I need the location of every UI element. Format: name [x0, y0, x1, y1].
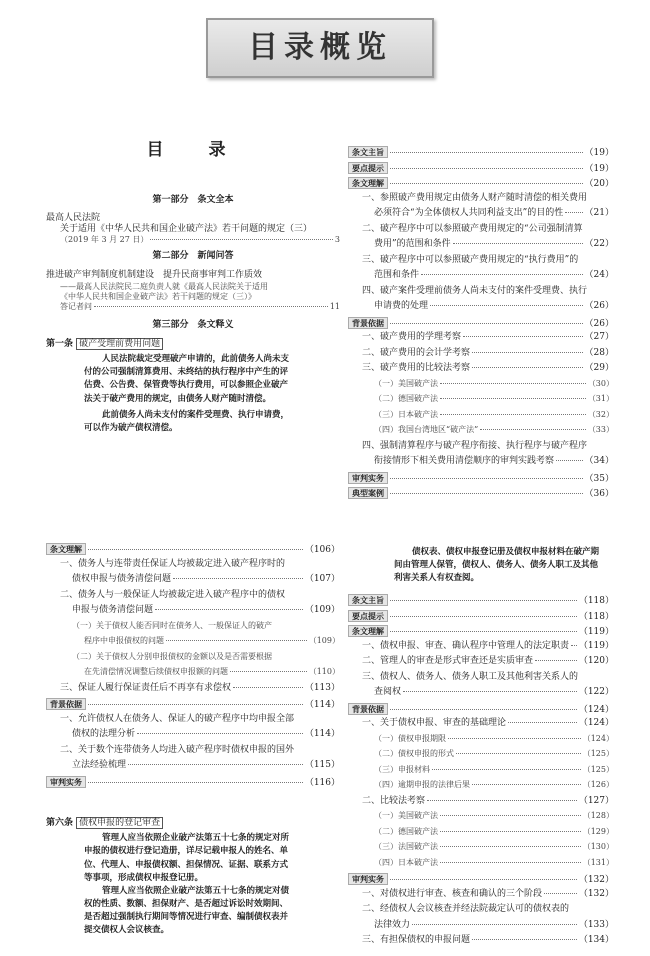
page-number: （33）	[587, 425, 614, 434]
section-tag-row	[348, 472, 614, 488]
toc-entry	[46, 605, 340, 621]
toc-entry	[348, 935, 614, 951]
entry-title: （三）法国破产法	[374, 842, 438, 851]
entry-title: 衔接情形下相关费用清偿顺序的审判实践考察	[374, 456, 555, 466]
page-number: （128）	[582, 811, 614, 820]
leader-dots	[421, 274, 583, 275]
part-1-heading: 第一部分 条文全本	[152, 195, 234, 206]
page-number: （130）	[582, 842, 614, 851]
banner	[206, 18, 434, 78]
toc-entry	[348, 348, 614, 364]
entry-title: 查阅权	[374, 687, 402, 697]
text-line: 利害关系人有权查阅。	[394, 573, 480, 584]
section-tag-row	[348, 487, 614, 503]
leader-dots	[412, 924, 577, 925]
toc-entry	[348, 734, 614, 750]
news-title: 推进破产审判制度机制建设 提升民商事审判工作质效	[46, 270, 263, 281]
entry-title: 在先清偿情况调整后续债权申报额的问题	[84, 667, 228, 676]
toc-entry	[348, 193, 614, 209]
section-tag: 条文理解	[46, 543, 86, 555]
toc-entry	[348, 904, 614, 920]
toc-entry	[348, 796, 614, 812]
leader-dots	[390, 493, 583, 494]
page-number: （132）	[578, 875, 614, 885]
toc-entry	[348, 363, 614, 379]
leader-dots	[440, 831, 581, 832]
entry-title: 二、债务人与一般保证人均被裁定进入破产程序中的债权	[60, 589, 286, 600]
entry-title: （一）关于债权人能否同时在债务人、一般保证人的破产	[72, 620, 272, 630]
page-number: （119）	[578, 640, 614, 651]
entry-title: （一）美国破产法	[374, 811, 438, 820]
page-number: （109）	[308, 636, 340, 645]
toc-entry	[348, 672, 614, 688]
entry-title: 二、比较法考察	[362, 795, 426, 806]
article-1-heading	[46, 339, 340, 350]
leader-dots	[430, 305, 583, 306]
section-tag: 要点提示	[348, 162, 388, 174]
leader-dots	[453, 243, 583, 244]
section-tag-row	[348, 177, 614, 193]
section-tag: 背景依据	[348, 317, 388, 329]
court-name: 最高人民法院	[46, 212, 101, 223]
entry-title: 必须符合“为全体债权人共同利益支出”的目的性	[374, 208, 564, 218]
leader-dots	[440, 815, 581, 816]
entry-title: （四）我国台湾地区“破产法”	[374, 425, 479, 434]
page-number: （110）	[308, 667, 340, 676]
section-tag-row	[348, 146, 614, 162]
text-line: 是否超过强制执行期间等情况进行审查、编制债权表并	[84, 912, 289, 923]
leader-dots	[390, 323, 583, 324]
page-number: （113）	[304, 682, 340, 693]
entry-title: （一）债权申报期限	[374, 733, 446, 743]
section-tag: 典型案例	[348, 487, 388, 499]
section-tag-row	[348, 873, 614, 889]
leader-dots	[390, 168, 583, 169]
page-number: 11	[329, 301, 340, 311]
leader-dots	[230, 671, 307, 672]
leader-dots	[390, 478, 583, 479]
entry-title: 程序中申报债权的问题	[84, 636, 164, 645]
page-number: （124）	[578, 718, 614, 728]
entry-title: 二、破产费用的会计学考察	[362, 347, 471, 358]
page-number: （133）	[578, 919, 614, 930]
provision-date-line	[46, 235, 340, 245]
page-number: （118）	[578, 596, 614, 606]
entry-title: （四）日本破产法	[374, 857, 438, 867]
section-tag: 条文主旨	[348, 594, 388, 606]
text-line: 债权表、债权申报登记册及债权申报材料在破产期	[412, 547, 600, 557]
toc-entry	[46, 590, 340, 606]
toc-entry	[348, 441, 614, 457]
article-1-label: 第一条	[46, 338, 74, 349]
entry-title: （二）德国破产法	[374, 394, 438, 403]
entry-title: 申报与债务清偿问题	[72, 605, 154, 615]
leader-dots	[128, 764, 303, 765]
toc-entry	[348, 858, 614, 874]
toc-entry	[348, 224, 614, 240]
section-tag: 背景依据	[348, 703, 388, 715]
article-6-box: 债权申报的登记审查	[76, 817, 163, 829]
article-6-text	[46, 829, 340, 937]
entry-title: 三、破产程序中可以参照破产费用规定的“执行费用”的	[362, 254, 579, 265]
page-number: （26）	[584, 318, 614, 329]
text-line: 间由管理人保管，债权人、债务人、债务人职工及其他	[394, 560, 599, 571]
page-number: （24）	[584, 270, 614, 280]
text-line: 估费、公告费、保管费等执行费用，可以参照企业破产	[84, 380, 289, 391]
entry-title: （三）申报材料	[374, 764, 430, 774]
entry-title: 债权申报与债务清偿问题	[72, 574, 172, 584]
page-number: （134）	[578, 935, 614, 945]
text-line: 可以作为破产债权清偿。	[84, 422, 178, 433]
leader-dots	[448, 738, 581, 739]
text-line: 申报的债权进行登记造册，详尽记载申报人的姓名、单	[84, 846, 289, 857]
toc-entry	[348, 780, 614, 796]
page-number: （129）	[582, 826, 614, 836]
leader-dots	[472, 367, 583, 368]
page-number: （122）	[578, 687, 614, 697]
page-number: （32）	[587, 409, 614, 419]
leader-dots	[88, 782, 303, 783]
section-tag: 背景依据	[46, 698, 86, 710]
leader-dots	[440, 398, 586, 399]
article-6-label: 第六条	[46, 818, 74, 828]
entry-title: 申请费的处理	[374, 301, 429, 311]
text-line: 管理人应当依照企业破产法第五十七条的规定对所	[102, 833, 290, 844]
page-number: （26）	[584, 301, 614, 311]
leader-dots	[440, 383, 586, 384]
toc-entry	[348, 765, 614, 781]
section-tag-row	[348, 317, 614, 333]
text-line: 人民法院裁定受理破产申请的，此前债务人尚未支	[102, 354, 290, 364]
part-2-heading: 第二部分 新闻问答	[152, 251, 234, 261]
entry-title: 费用”的范围和条件	[374, 239, 451, 249]
leader-dots	[88, 549, 303, 550]
section-tag-row	[46, 776, 340, 792]
leader-dots	[390, 709, 577, 710]
part-3-heading: 第三部分 条文释义	[152, 319, 234, 330]
section-tag-row	[348, 162, 614, 178]
toc-entry	[46, 760, 340, 776]
page-number: （35）	[584, 473, 614, 484]
toc-entry	[46, 574, 340, 590]
page-number: （109）	[304, 605, 340, 615]
page-number: （132）	[578, 888, 614, 899]
page-number: （30）	[587, 378, 614, 388]
text-line: 位、代理人、申报债权额、担保情况、证据、联系方式	[84, 859, 289, 870]
toc-entry	[46, 652, 340, 668]
leader-dots	[432, 769, 581, 770]
toc-entry	[348, 920, 614, 936]
leader-dots	[456, 753, 581, 754]
leader-dots	[556, 460, 583, 461]
article-6	[46, 818, 340, 938]
leader-dots	[440, 862, 581, 863]
entry-title: 一、债务人与连带责任保证人均被裁定进入破产程序时的	[60, 558, 286, 569]
entry-title: 范围和条件	[374, 270, 420, 280]
section-tag: 审判实务	[46, 776, 86, 788]
right-upper-list	[348, 146, 614, 503]
toc-entry	[46, 667, 340, 683]
leader-dots	[427, 800, 577, 801]
page-number: （20）	[584, 179, 614, 189]
right-lower-list	[348, 594, 614, 951]
text-line: 管理人应当依照企业破产法第五十七条的规定对债	[102, 885, 290, 896]
entry-title: 债权的法理分析	[72, 729, 136, 739]
left-lower-list	[46, 543, 340, 791]
page-number: （19）	[584, 163, 614, 174]
section-tag-row	[46, 543, 340, 559]
toc-entry	[348, 379, 614, 395]
page-number: （28）	[584, 347, 614, 358]
leader-dots	[440, 414, 586, 415]
entry-title: 三、有担保债权的申报问题	[362, 935, 471, 945]
section-tag: 要点提示	[348, 610, 388, 622]
page-number: （124）	[578, 704, 614, 715]
leader-dots	[440, 846, 581, 847]
entry-title: （二）关于债权人分别申报债权的金额以及是否需要根据	[72, 651, 272, 661]
leader-dots	[544, 893, 577, 894]
leader-dots	[472, 352, 583, 353]
toc-entry	[348, 749, 614, 765]
entry-title: 二、管理人的审查是形式审查还是实质审查	[362, 656, 534, 666]
section-tag: 审判实务	[348, 472, 388, 484]
page-number: （27）	[584, 332, 614, 342]
article-1-text	[46, 350, 340, 435]
toc-entry	[348, 208, 614, 224]
toc-entry	[348, 425, 614, 441]
text-line: 提交债权人会议核查。	[84, 925, 170, 936]
entry-title: 立法经验梳理	[72, 760, 127, 770]
leader-dots	[88, 704, 303, 705]
entry-title: 二、关于数个连带债务人均进入破产程序时债权申报的国外	[60, 744, 295, 755]
leader-dots	[390, 183, 583, 184]
entry-title: 二、经债权人会议核查并经法院裁定认可的债权表的	[362, 904, 570, 914]
page-number: （21）	[584, 208, 614, 218]
page-number: （22）	[584, 239, 614, 249]
section-tag: 条文理解	[348, 177, 388, 189]
toc-entry	[46, 714, 340, 730]
page-number: （124）	[582, 733, 614, 743]
entry-title: （二）德国破产法	[374, 826, 438, 836]
entry-title: 四、破产案件受理前债务人尚未支付的案件受理费、执行	[362, 285, 588, 296]
section-tag-row	[348, 625, 614, 641]
text-line: 付的公司强制清算费用、未终结的执行程序中产生的评	[84, 367, 289, 378]
toc-entry	[46, 683, 340, 699]
toc-title: 目 录	[146, 140, 240, 160]
page-number: （19）	[584, 148, 614, 158]
leader-dots	[173, 578, 303, 579]
section-tag: 条文理解	[348, 625, 388, 637]
page-number: （114）	[304, 729, 340, 739]
page-number: （126）	[582, 780, 614, 789]
section-tag-row	[348, 594, 614, 610]
article-1-box: 破产受理前费用问题	[76, 338, 163, 350]
page-number: （36）	[584, 489, 614, 499]
leader-dots	[137, 733, 303, 734]
page-number: （120）	[578, 656, 614, 666]
page-number: （31）	[587, 394, 614, 403]
page-number: （118）	[578, 611, 614, 622]
page-number: （107）	[304, 574, 340, 584]
article-6-heading	[46, 818, 340, 829]
leader-dots	[390, 879, 577, 880]
entry-title: （二）债权申报的形式	[374, 749, 454, 758]
entry-title: 一、对债权进行审查、核查和确认的三个阶段	[362, 888, 543, 899]
leader-dots	[480, 429, 586, 430]
leader-dots	[155, 609, 303, 610]
leader-dots	[390, 600, 577, 601]
page-number: （119）	[578, 627, 614, 637]
entry-title: 三、破产费用的比较法考察	[362, 363, 471, 373]
leader-dots	[571, 645, 577, 646]
leader-dots	[390, 616, 577, 617]
news-subtitle-1: ——最高人民法院民二庭负责人就《最高人民法院关于适用	[60, 281, 268, 291]
leader-dots	[463, 336, 583, 337]
toc-entry	[348, 842, 614, 858]
leader-dots	[166, 640, 307, 641]
toc-entry	[348, 456, 614, 472]
toc-entry	[348, 301, 614, 317]
provision-date: （2019 年 3 月 27 日）	[60, 235, 149, 244]
toc-entry	[46, 745, 340, 761]
leader-dots	[150, 239, 333, 240]
leader-dots	[390, 152, 583, 153]
page-number: （125）	[582, 749, 614, 758]
toc-entry	[348, 270, 614, 286]
toc-entry	[348, 255, 614, 271]
page-number: （131）	[582, 857, 614, 867]
leader-dots	[565, 212, 582, 213]
entry-title: （一）美国破产法	[374, 378, 438, 388]
page-number: （127）	[578, 795, 614, 806]
entry-title: 三、保证人履行保证责任后不再享有求偿权	[60, 682, 232, 693]
entry-title: 一、破产费用的学理考察	[362, 332, 462, 342]
right-intro-text	[348, 546, 614, 586]
news-subtitle-text: 答记者问	[60, 301, 92, 311]
section-tag: 条文主旨	[348, 146, 388, 158]
section-tag: 审判实务	[348, 873, 388, 885]
leader-dots	[233, 687, 303, 688]
section-tag-row	[348, 610, 614, 626]
toc-entry	[348, 286, 614, 302]
text-line: 等事项，形成债权申报登记册。	[84, 872, 204, 883]
text-line: 法关于破产费用的规定，由债务人财产随时清偿。	[84, 393, 272, 404]
provision-title: 关于适用《中华人民共和国企业破产法》若干问题的规定（三）	[60, 223, 313, 234]
leader-dots	[403, 691, 577, 692]
entry-title: （四）逾期申报的法律后果	[374, 780, 470, 789]
toc-entry	[348, 410, 614, 426]
entry-title: 三、债权人、债务人、债务人职工及其他利害关系人的	[362, 671, 579, 682]
news-subtitle-2: 《中华人民共和国企业破产法》若干问题的规定（三）》	[60, 291, 256, 301]
page-number: （34）	[584, 456, 614, 466]
text-line: 此前债务人尚未支付的案件受理费、执行申请费，	[102, 409, 290, 420]
toc-entry	[348, 889, 614, 905]
entry-title: （三）日本破产法	[374, 409, 438, 419]
page-number: （114）	[304, 700, 340, 710]
toc-entry	[348, 239, 614, 255]
toc-entry	[348, 394, 614, 410]
toc-entry	[46, 729, 340, 745]
toc-entry	[348, 827, 614, 843]
news-subtitle-3	[46, 302, 340, 312]
leader-dots	[390, 631, 577, 632]
page-number: （106）	[304, 545, 340, 555]
entry-title: 四、强制清算程序与破产程序衔接、执行程序与破产程序	[362, 440, 588, 451]
toc-entry	[46, 559, 340, 575]
left-upper-column	[46, 140, 340, 435]
leader-dots	[472, 784, 581, 785]
page-number: （115）	[304, 760, 340, 770]
entry-title: 一、允许债权人在债务人、保证人的破产程序中均申报全部	[60, 713, 295, 724]
toc-entry	[348, 718, 614, 734]
page-number: 3	[334, 235, 340, 244]
leader-dots	[508, 722, 577, 723]
entry-title: 法律效力	[374, 919, 411, 930]
leader-dots	[535, 660, 577, 661]
entry-title: 二、破产程序中可以参照破产费用规定的“公司强制清算	[362, 223, 583, 234]
toc-entry	[348, 332, 614, 348]
toc-entry	[348, 641, 614, 657]
toc-entry	[348, 656, 614, 672]
text-line: 权的性质、数额、担保财产、是否超过诉讼时效期间、	[84, 899, 289, 910]
entry-title: 一、参照破产费用规定由债务人财产随时清偿的相关费用	[362, 192, 588, 203]
page-number: （116）	[304, 777, 340, 788]
leader-dots	[94, 306, 328, 307]
section-tag-row	[348, 703, 614, 719]
toc-entry	[348, 687, 614, 703]
toc-entry	[46, 621, 340, 637]
leader-dots	[472, 939, 577, 940]
toc-entry	[46, 636, 340, 652]
page-number: （29）	[584, 363, 614, 373]
page-number: （125）	[582, 764, 614, 774]
banner-title: 目录概览	[248, 30, 392, 66]
entry-title: 一、关于债权申报、审查的基础理论	[362, 718, 507, 728]
entry-title: 一、债权申报、审查、确认程序中管理人的法定职责	[362, 640, 570, 651]
section-tag-row	[46, 698, 340, 714]
toc-entry	[348, 811, 614, 827]
